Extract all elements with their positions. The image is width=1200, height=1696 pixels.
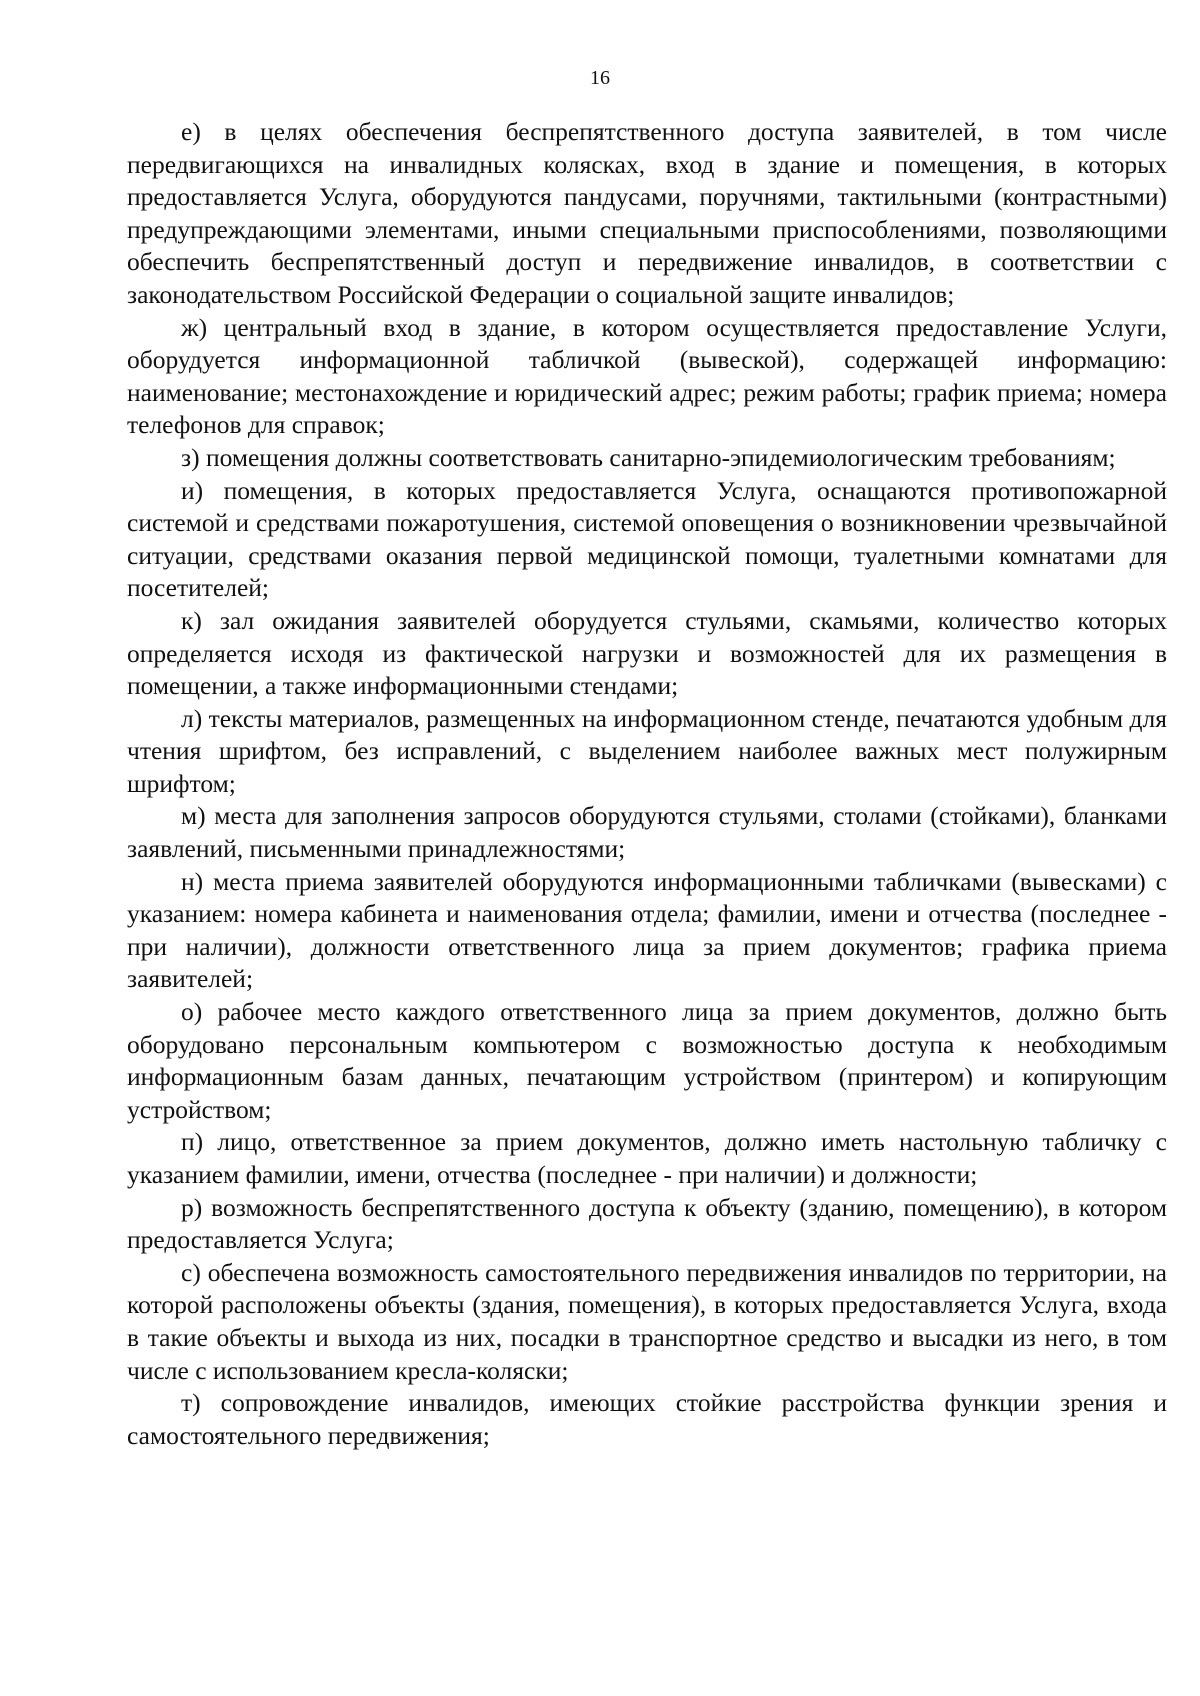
paragraph-k: к) зал ожидания заявителей оборудуется стульями, скамьями, количество которых определяется исходя из фактической нагрузки и возможностей для их размещения в помещении, а также информационными стендами; xyxy=(127,605,1167,701)
paragraph-s: с) обеспечена возможность самостоятельного передвижения инвалидов по территории, на которой расположены объекты (здания, помещения), в которых предоставляется Услуга, входа в такие объекты и выхода из них, посадки в транспортное средство и высадки из него, в том числе с использованием кресла-коляски; xyxy=(127,1257,1167,1385)
page-number: 16 xyxy=(590,67,610,89)
paragraph-p: п) лицо, ответственное за прием документов, должно иметь настольную табличку с указанием фамилии, имени, отчества (последнее - при наличии) и должности; xyxy=(127,1127,1167,1189)
document-body xyxy=(127,116,1167,1452)
paragraph-t: т) сопровождение инвалидов, имеющих стойкие расстройства функции зрения и самостоятельного передвижения; xyxy=(127,1388,1167,1450)
paragraph-m: м) места для заполнения запросов оборудуются стульями, столами (стойками), бланками заявлений, письменными принадлежностями; xyxy=(127,801,1167,864)
paragraph-e: е) в целях обеспечения беспрепятственного доступа заявителей, в том числе передвигающихся на инвалидных колясках, вход в здание и помещения, в которых предоставляется Услуга, оборудуются пандусами, поручнями, тактильными (контрастными) предупреждающими элементами, иными специальными приспособлениями, позволяющими обеспечить беспрепятственный доступ и передвижение инвалидов, в соответствии с законодательством Российской Федерации о социальной защите инвалидов; xyxy=(127,117,1167,309)
paragraph-zh: ж) центральный вход в здание, в котором осуществляется предоставление Услуги, оборудуется информационной табличкой (вывеской), содержащей информацию: наименование; местонахождение и юридический адрес; режим работы; график приема; номера телефонов для справок; xyxy=(127,312,1167,440)
paragraph-r: р) возможность беспрепятственного доступа к объекту (зданию, помещению), в котором предоставляется Услуга; xyxy=(127,1192,1167,1255)
paragraph-l: л) тексты материалов, размещенных на информационном стенде, печатаются удобным для чтения шрифтом, без исправлений, с выделением наиболее важных мест полужирным шрифтом; xyxy=(127,703,1167,798)
paragraph-i: и) помещения, в которых предоставляется Услуга, оснащаются противопожарной системой и средствами пожаротушения, системой оповещения о возникновении чрезвычайной ситуации, средствами оказания первой медицинской помощи, туалетными комнатами для посетителей; xyxy=(127,475,1167,603)
paragraph-z: з) помещения должны соответствовать санитарно-эпидемиологическим требованиям; xyxy=(181,442,1116,472)
paragraph-o: о) рабочее место каждого ответственного лица за прием документов, должно быть оборудовано персональным компьютером с возможностью доступа к необходимым информационным базам данных, печатающим устройством (принтером) и копирующим устройством; xyxy=(127,997,1167,1124)
paragraph-n: н) места приема заявителей оборудуются информационными табличками (вывесками) с указанием: номера кабинета и наименования отдела; фамилии, имени и отчества (последнее - при наличии), должности ответственного лица за прием документов; графика приема заявителей; xyxy=(127,866,1167,994)
